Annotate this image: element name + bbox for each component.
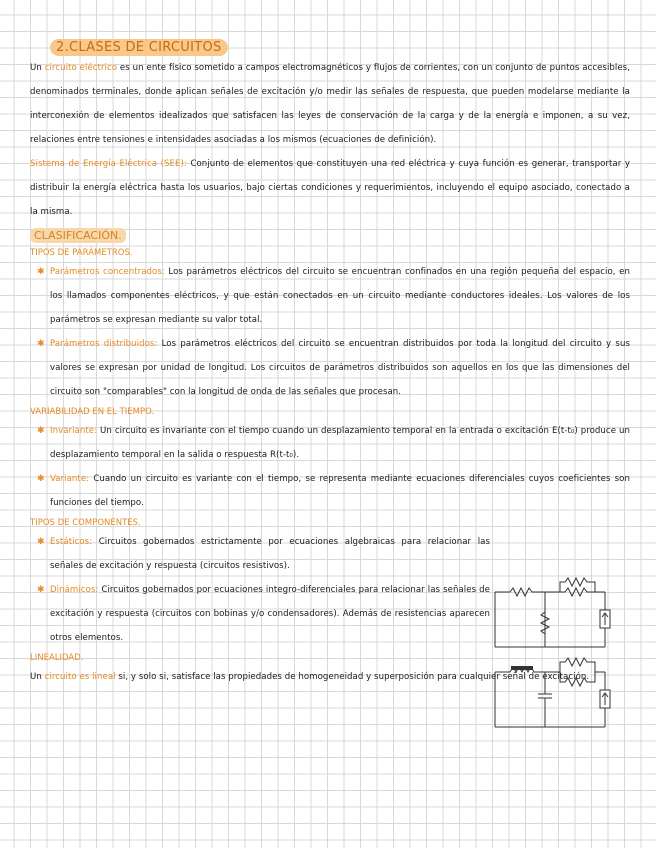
parametros-header: TIPOS DE PARÁMETROS. [30,248,133,258]
list-item [36,332,630,404]
list-item [36,419,630,467]
intro-text: es un ente físico sometido a campos electromagnéticos y flujos de corrientes, con un conjunto de puntos accesibles, denominados terminales, donde aplican señales de excitación y/o medir las señales de respuesta, que pueden modelarse mediante la interconexión de elementos idealizados que satisfacen las leyes de conservación de la carga y de la energía e imponen, a su vez, relaciones entre tensiones e intensidades asociadas a los mismos (ecuaciones de definición). [30,63,630,145]
circuit-diagrams [485,572,615,742]
intro-term: circuito eléctrico [44,63,118,73]
list-item [36,260,630,332]
item-text: Cuando un circuito es variante con el tiempo, se representa mediante ecuaciones diferenciales cuyos coeficientes son funciones del tiempo. [50,474,630,508]
star-bullet-icon: ✱ [37,474,45,484]
item-text: Un circuito es invariante con el tiempo cuando un desplazamiento temporal en la entrada o excitación E(t-t₀) produce un desplazamiento temporal en la salida o respuesta R(t-t₀). [50,426,630,460]
linealidad-text: si, y solo si, satisface las propiedades de homogeneidad y superposición para cualquier señal de excitación. [118,672,590,682]
item-term: Estáticos: [50,537,93,547]
system-paragraph [30,152,630,224]
list-item [36,578,490,650]
item-text: Circuitos gobernados estrictamente por ecuaciones algebraicas para relacionar las señales de excitación y respuesta (circuitos resistivos). [50,537,490,571]
list-item [36,467,630,515]
intro-paragraph [30,56,630,152]
star-bullet-icon: ✱ [37,339,45,349]
item-term: Dinámicos: [50,585,99,595]
variabilidad-header: VARIABILIDAD EN EL TIEMPO. [30,407,155,417]
star-bullet-icon: ✱ [37,585,45,595]
item-text: Los parámetros eléctricos del circuito se encuentran distribuidos por toda la longitud del circuito y sus valores se expresan por unidad de longitud. Los circuitos de parámetros distribuidos son aquellos en los que las dimensiones del circuito son "comparables" con la longitud de onda de las señales que procesan. [50,339,630,397]
system-text: Conjunto de elementos que constituyen una red eléctrica y cuya función es generar, transportar y distribuir la energía eléctrica hasta los usuarios, bajo ciertas condiciones y requerimientos, incluyendo el equipo asociado, conectado a la misma. [30,159,630,217]
intro-pre: Un [30,63,42,73]
classification-heading: CLASIFICACIÓN. [30,228,126,243]
dynamic-circuit-diagram [495,658,610,727]
componentes-header: TIPOS DE COMPONENTES. [30,518,141,528]
item-term: Parámetros distribuidos: [50,339,158,349]
page-title: 2.CLASES DE CIRCUITOS [50,39,228,56]
star-bullet-icon: ✱ [37,267,45,277]
list-item [36,530,490,578]
linealidad-pre: Un [30,672,42,682]
item-text: Circuitos gobernados por ecuaciones integro-diferenciales para relacionar las señales de excitación y respuesta (circuitos con bobinas y/o condensadores). Además de resistencias aparecen otros elementos. [50,585,490,643]
linealidad-term: circuito es lineal [44,672,116,682]
item-term: Invariante: [50,426,98,436]
star-bullet-icon: ✱ [37,426,45,436]
item-term: Variante: [50,474,90,484]
system-term: Sistema de Energía Eléctrica (SEE): [30,159,187,169]
item-text: Los parámetros eléctricos del circuito se encuentran confinados en una región pequeña del espacio, en los llamados componentes eléctricos, y que están conectados en un circuito mediante conductores ideales. Los valores de los parámetros se expresan mediante su valor total. [50,267,630,325]
linealidad-header: LINEALIDAD. [30,653,84,663]
item-term: Parámetros concentrados: [50,267,165,277]
star-bullet-icon: ✱ [37,537,45,547]
resistive-circuit-diagram [495,578,610,647]
